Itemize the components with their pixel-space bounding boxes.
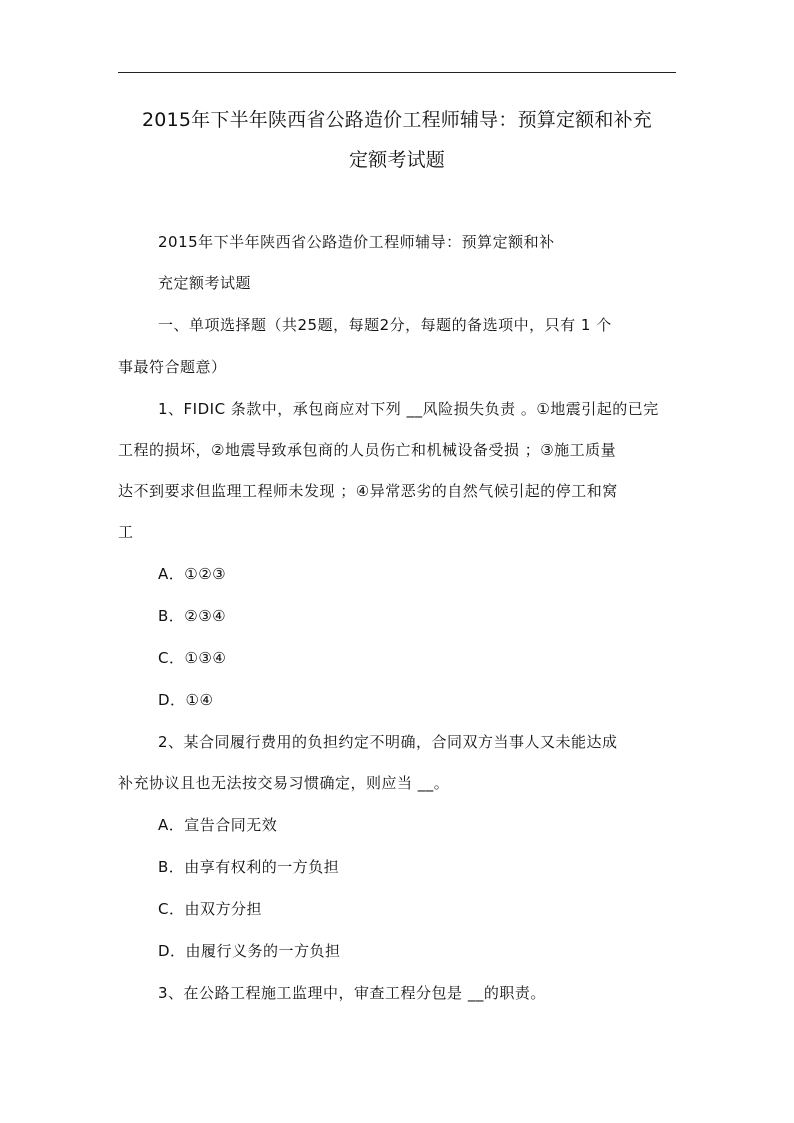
question-2-stem-line-1: 2、某合同履行费用的负担约定不明确，合同双方当事人又未能达成 bbox=[158, 733, 618, 751]
subtitle-line-2: 充定额考试题 bbox=[158, 274, 252, 292]
section-heading-line-1: 一、单项选择题（共25题，每题2分，每题的备选项中，只有 1 个 bbox=[158, 316, 612, 334]
question-2-stem-line-2: 补充协议且也无法按交易习惯确定，则应当 __。 bbox=[118, 774, 450, 792]
title-line-2: 定额考试题 bbox=[348, 149, 445, 171]
header-rule bbox=[118, 72, 676, 73]
question-2-option-a: A．宣告合同无效 bbox=[158, 816, 278, 834]
question-2-option-c: C．由双方分担 bbox=[158, 900, 262, 918]
question-1-option-b: B．②③④ bbox=[158, 607, 227, 625]
document-title bbox=[118, 100, 676, 180]
question-2-option-b: B．由享有权利的一方负担 bbox=[158, 858, 340, 876]
question-1-stem-line-2: 工程的损坏，②地震导致承包商的人员伤亡和机械设备受损 ；③施工质量 bbox=[118, 441, 617, 459]
question-1-option-c: C．①③④ bbox=[158, 649, 227, 667]
question-1-stem-line-4: 工 bbox=[118, 523, 134, 541]
question-2-option-d: D．由履行义务的一方负担 bbox=[158, 942, 341, 960]
question-1-option-d: D．①④ bbox=[158, 691, 214, 709]
question-1-stem-line-3: 达不到要求但监理工程师未发现 ；④异常恶劣的自然气候引起的停工和窝 bbox=[118, 482, 618, 500]
question-1-stem-line-1: 1、FIDIC 条款中，承包商应对下列 __风险损失负责 。①地震引起的已完 bbox=[158, 400, 659, 418]
question-3-stem-line-1: 3、在公路工程施工监理中，审查工程分包是 __的职责。 bbox=[158, 984, 546, 1002]
section-heading-line-2: 事最符合题意） bbox=[118, 358, 227, 376]
question-1-option-a: A．①②③ bbox=[158, 565, 227, 583]
title-line-1: 2015年下半年陕西省公路造价工程师辅导：预算定额和补充 bbox=[142, 109, 652, 131]
subtitle-line-1: 2015年下半年陕西省公路造价工程师辅导：预算定额和补 bbox=[158, 233, 555, 251]
